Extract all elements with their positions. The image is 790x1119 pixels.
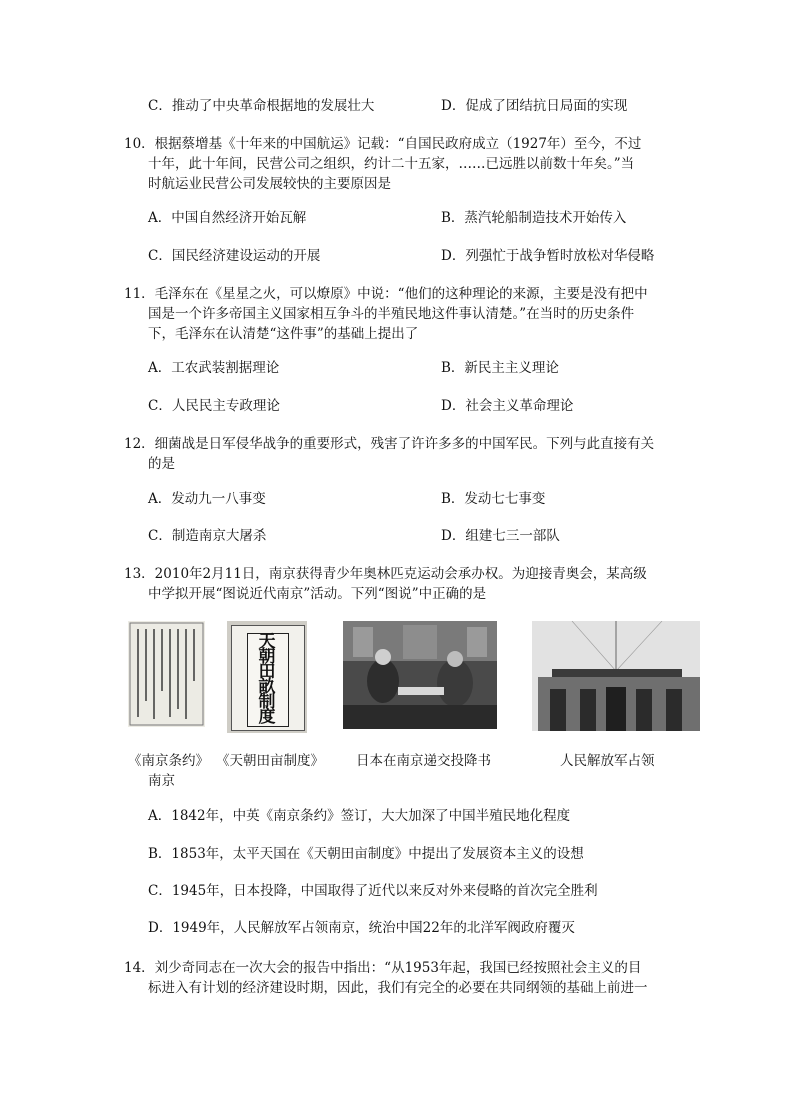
q10-stem-line-2: 十年，此十年间，民营公司之组织，约计二十五家，……已远胜以前数十年矣。”当 [148, 156, 635, 172]
q10-option-d: D．列强忙于战争暂时放松对华侵略 [441, 248, 655, 264]
q10-stem-line-3: 时航运业民营公司发展较快的主要原因是 [148, 176, 391, 192]
q11-option-a: A．工农武装割据理论 [148, 360, 280, 376]
q12-stem-line-2: 的是 [148, 456, 175, 472]
q10-stem-line-1: 10．根据蔡增基《十年来的中国航运》记载：“自国民政府成立（1927年）至今，不过 [124, 136, 642, 152]
q13-option-c: C．1945年，日本投降，中国取得了近代以来反对外来侵略的首次完全胜利 [148, 883, 598, 899]
caption-treaty: 《南京条约》 [128, 753, 209, 769]
q13-option-d: D．1949年，人民解放军占领南京，统治中国22年的北洋军阀政府覆灭 [148, 920, 575, 936]
q12-option-c: C．制造南京大屠杀 [148, 528, 267, 544]
q9-option-c: C．推动了中央革命根据地的发展壮大 [148, 98, 375, 114]
caption-pla-part-1: 人民解放军占领 [560, 753, 655, 769]
book-title-char-6: 度 [258, 707, 276, 727]
book-title-char-1: 天 [258, 632, 276, 652]
q10-option-b: B．蒸汽轮船制造技术开始传入 [441, 210, 627, 226]
surrender-ceremony-image [343, 621, 497, 729]
pla-occupy-nanjing-image [532, 621, 700, 731]
q11-option-d: D．社会主义革命理论 [441, 398, 574, 414]
book-title-char-5: 制 [258, 692, 276, 712]
treaty-document-image [128, 621, 205, 727]
q11-option-b: B．新民主主义理论 [441, 360, 559, 376]
q9-option-d: D．促成了团结抗日局面的实现 [441, 98, 628, 114]
caption-pla-part-2: 南京 [148, 773, 175, 789]
q14-stem-line-1: 14．刘少奇同志在一次大会的报告中指出：“从1953年起，我国已经按照社会主义的目 [124, 960, 642, 976]
q12-option-d: D．组建七三一部队 [441, 528, 560, 544]
q10-option-c: C．国民经济建设运动的开展 [148, 248, 321, 264]
caption-surrender: 日本在南京递交投降书 [356, 753, 491, 769]
q13-option-a: A．1842年，中英《南京条约》签订，大大加深了中国半殖民地化程度 [148, 808, 571, 824]
q13-option-b: B．1853年，太平天国在《天朝田亩制度》中提出了发展资本主义的设想 [148, 846, 584, 862]
book-title-char-4: 畝 [258, 677, 276, 697]
q13-stem-line-1: 13．2010年2月11日，南京获得青少年奥林匹克运动会承办权。为迎接青奥会，某高级 [124, 566, 647, 582]
q13-stem-line-2: 中学拟开展“图说近代南京”活动。下列“图说”中正确的是 [148, 586, 487, 602]
q14-stem-line-2: 标进入有计划的经济建设时期，因此，我们有完全的必要在共同纲领的基础上前进一 [148, 980, 648, 996]
q12-stem-line-1: 12．细菌战是日军侵华战争的重要形式，残害了许许多多的中国军民。下列与此直接有关 [124, 436, 655, 452]
book-title-char-3: 田 [258, 662, 276, 682]
q11-stem-line-3: 下，毛泽东在认清楚“这件事”的基础上提出了 [148, 326, 419, 342]
q11-option-c: C．人民民主专政理论 [148, 398, 280, 414]
q10-option-a: A．中国自然经济开始瓦解 [148, 210, 307, 226]
q12-option-a: A．发动九一八事变 [148, 491, 266, 507]
book-title-char-2: 朝 [258, 647, 276, 667]
q12-option-b: B．发动七七事变 [441, 491, 546, 507]
q11-stem-line-1: 11．毛泽东在《星星之火，可以燎原》中说：“他们的这种理论的来源，主要是没有把中 [124, 286, 648, 302]
land-system-book-image [227, 621, 307, 733]
q11-stem-line-2: 国是一个许多帝国主义国家相互争斗的半殖民地这件事认清楚。”在当时的历史条件 [148, 306, 635, 322]
caption-land-system: 《天朝田亩制度》 [216, 753, 324, 769]
